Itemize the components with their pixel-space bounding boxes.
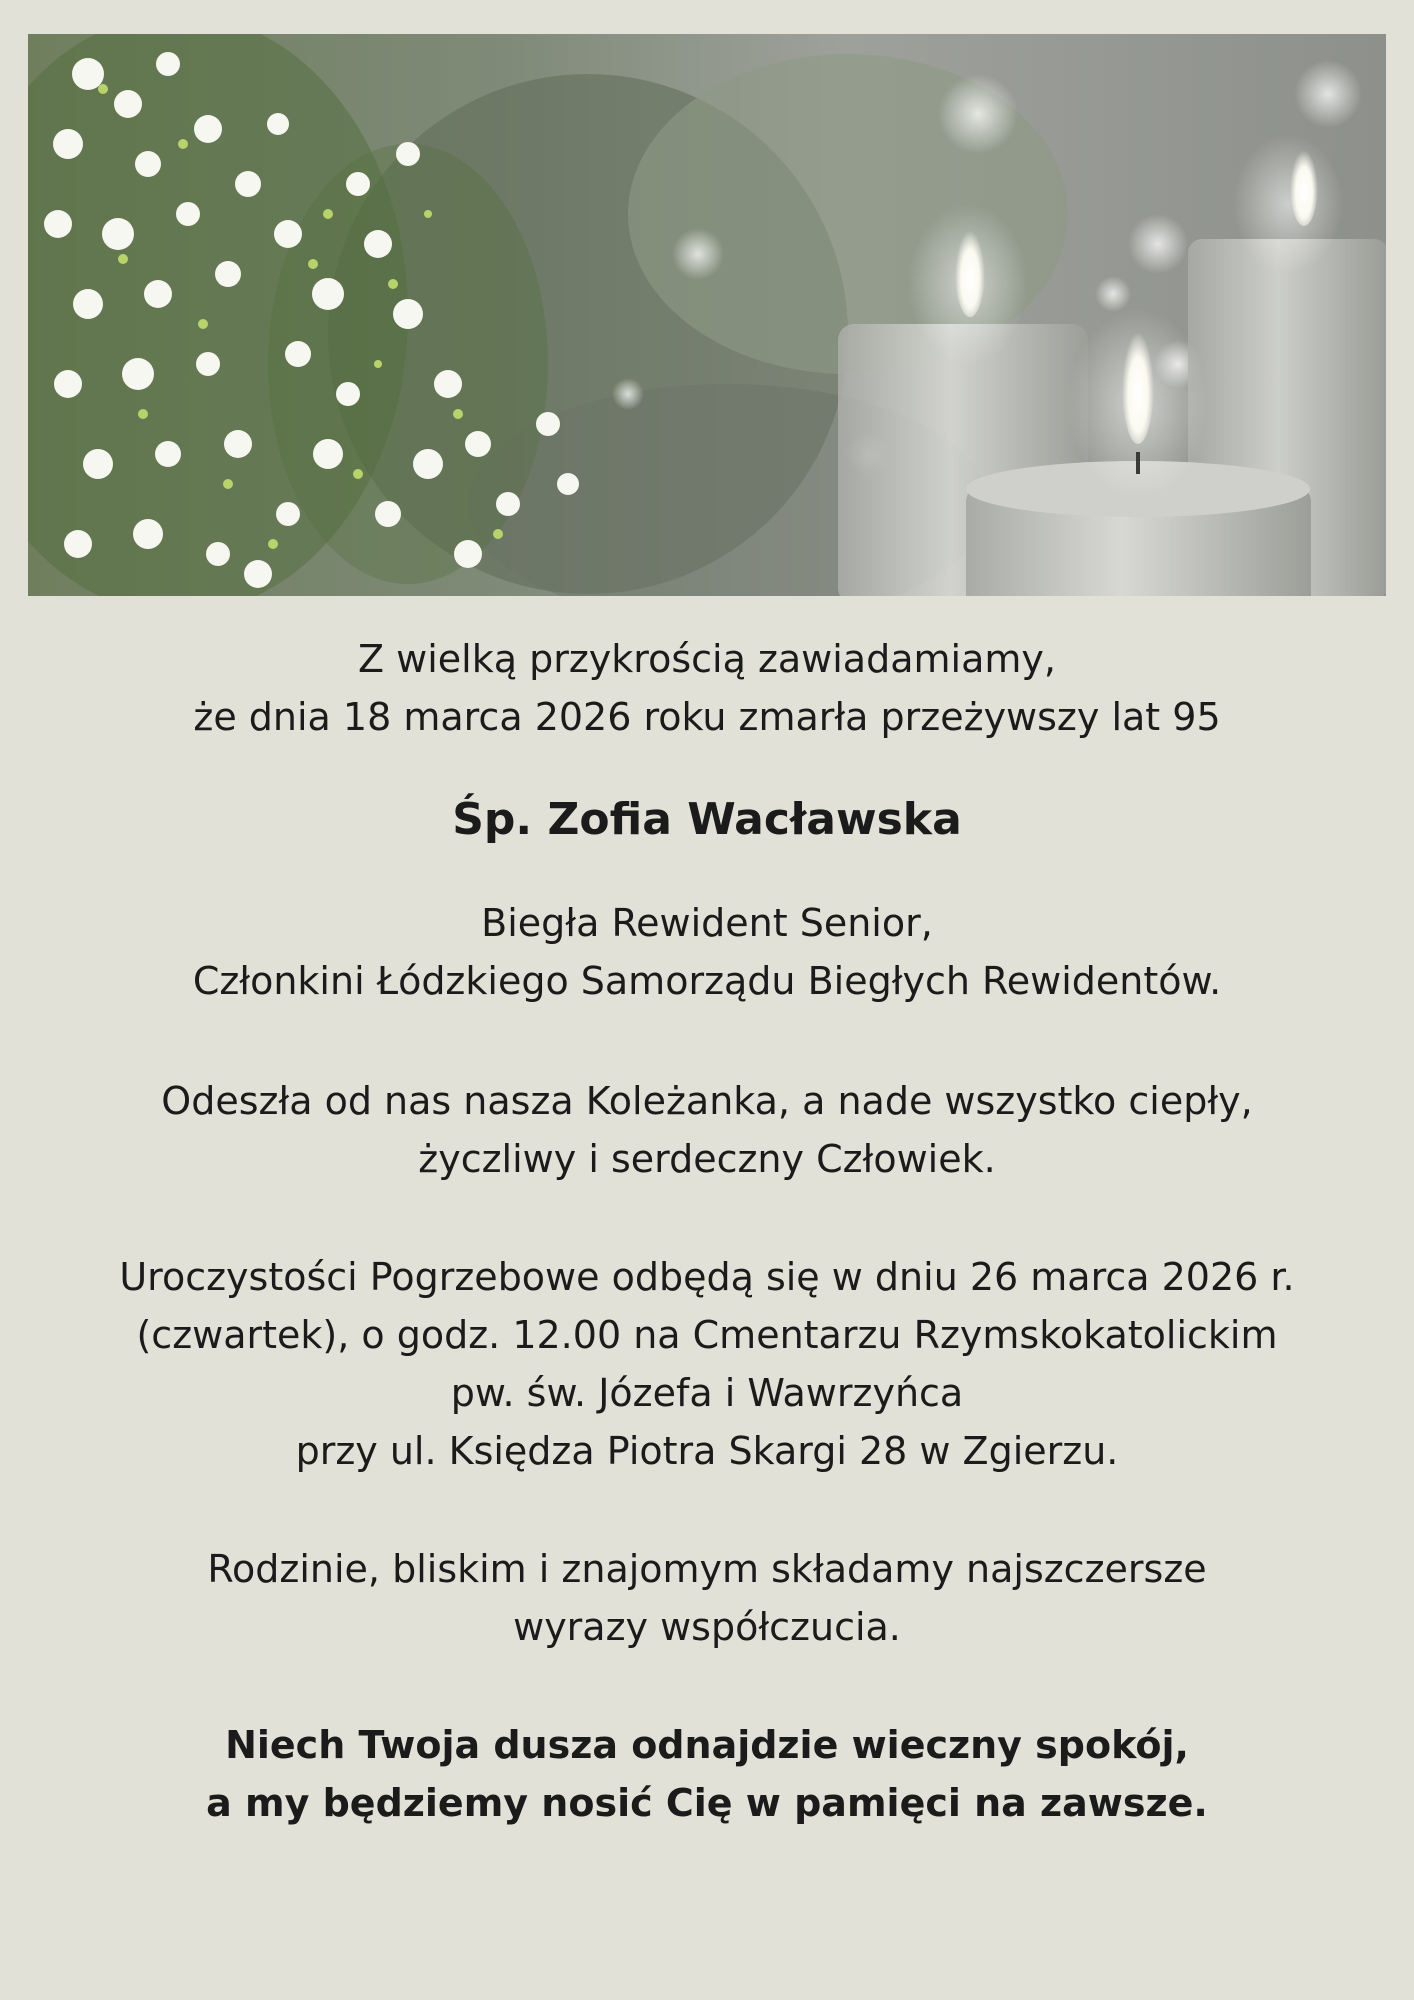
tribute-line: życzliwy i serdeczny Człowiek.: [418, 1137, 996, 1181]
funeral-line: pw. św. Józefa i Wawrzyńca: [450, 1371, 964, 1415]
closing-paragraph: [0, 1716, 1414, 1832]
banner-photo: [28, 34, 1386, 596]
funeral-paragraph: [0, 1248, 1414, 1480]
death-notice: [0, 630, 1414, 1832]
funeral-line: Uroczystości Pogrzebowe odbędą się w dniu 26 marca 2026 r.: [119, 1255, 1295, 1299]
funeral-line: (czwartek), o godz. 12.00 na Cmentarzu Rzymskokatolickim: [136, 1313, 1278, 1357]
tribute-paragraph: [0, 1072, 1414, 1188]
intro-line: że dnia 18 marca 2026 roku zmarła przeżywszy lat 95: [193, 695, 1221, 739]
titles-paragraph: [0, 894, 1414, 1010]
closing-line: Niech Twoja dusza odnajdzie wieczny spokój,: [225, 1723, 1189, 1767]
tribute-line: Odeszła od nas nasza Koleżanka, a nade wszystko ciepły,: [161, 1079, 1253, 1123]
candles-and-blossoms-photo-icon: [28, 34, 1386, 596]
funeral-line: przy ul. Księdza Piotra Skargi 28 w Zgierzu.: [295, 1429, 1119, 1473]
condolences-line: wyrazy współczucia.: [513, 1605, 901, 1649]
intro-line: Z wielką przykrością zawiadamiamy,: [358, 637, 1056, 681]
deceased-name: Śp. Zofia Wacławska: [452, 794, 962, 845]
condolences-line: Rodzinie, bliskim i znajomym składamy najszczersze: [207, 1547, 1207, 1591]
intro-paragraph: [0, 630, 1414, 746]
closing-line: a my będziemy nosić Cię w pamięci na zawsze.: [206, 1781, 1208, 1825]
condolences-paragraph: [0, 1540, 1414, 1656]
title-line: Członkini Łódzkiego Samorządu Biegłych Rewidentów.: [192, 959, 1222, 1003]
title-line: Biegła Rewident Senior,: [481, 901, 933, 945]
